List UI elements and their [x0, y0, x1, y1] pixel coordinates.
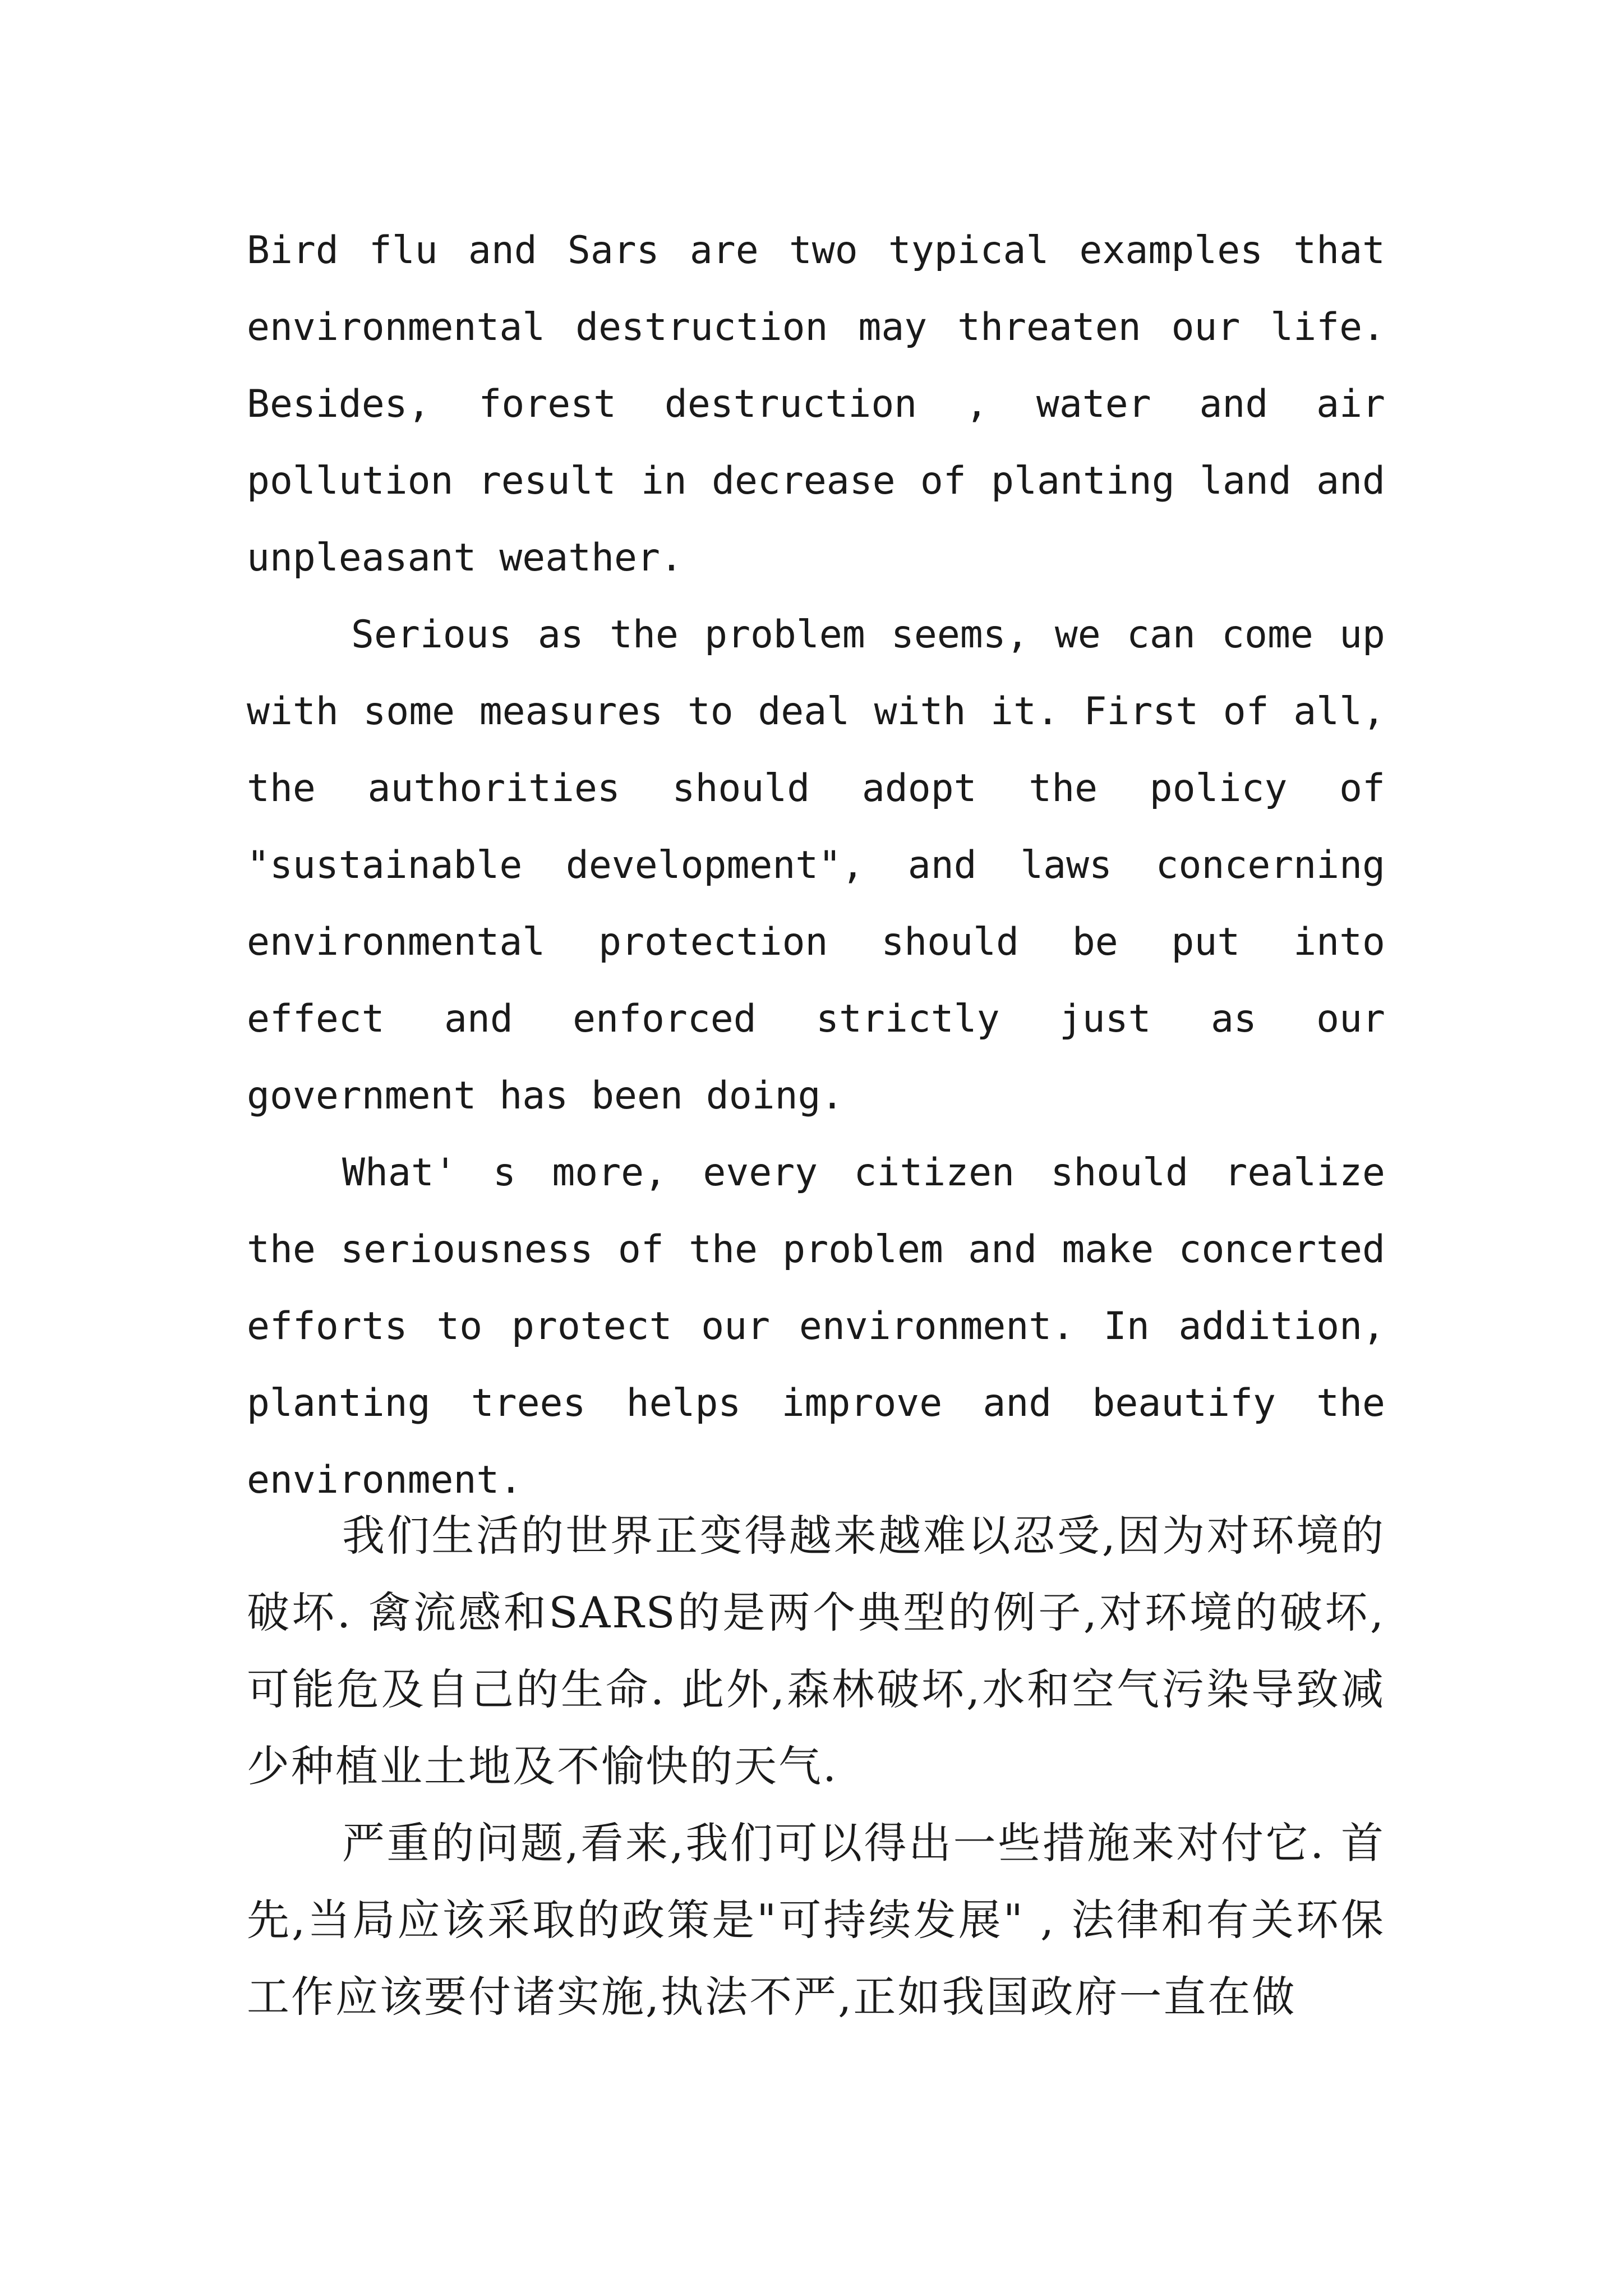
- english-paragraph-2: Serious as the problem seems, we can come up with some measures to deal with it. First of all, the authorities should adopt the policy of "sustainable development", and laws concerning environmental protection should be put into effect and enforced strictly just as our government has been doing.: [247, 613, 1385, 1118]
- english-paragraph-1: Bird flu and Sars are two typical examples that environmental destruction may threaten our life. Besides, forest destruction , water and air pollution result in decrease of planting land and unpleasant weather.: [247, 228, 1385, 580]
- chinese-paragraph-2: 严重的问题,看来,我们可以得出一些措施来对付它. 首先,当局应该采取的政策是"可持续发展" , 法律和有关环保工作应该要付诸实施,执法不严,正如我国政府一直在做: [247, 1818, 1385, 2022]
- chinese-text-block: [247, 1497, 1385, 2035]
- chinese-paragraph-1: 我们生活的世界正变得越来越难以忍受,因为对环境的破坏. 禽流感和SARS的是两个典型的例子,对环境的破坏,可能危及自己的生命. 此外,森林破坏,水和空气污染导致减少种植业土地及不愉快的天气.: [247, 1511, 1385, 1791]
- english-text-block: [247, 212, 1385, 1519]
- english-paragraph-3: What' s more, every citizen should realize the seriousness of the problem and make concerted efforts to protect our environment. In addition, planting trees helps improve and beautify the environment.: [247, 1151, 1385, 1502]
